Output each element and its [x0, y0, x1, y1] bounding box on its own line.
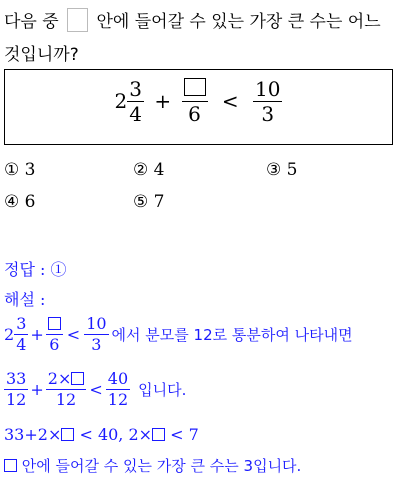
blank-box-icon — [152, 428, 165, 441]
sol2-rhs-denominator: 12 — [107, 390, 129, 409]
sol1-blank-numerator — [46, 316, 63, 332]
solution-line-2 — [4, 371, 186, 408]
sol3-part-c: < 7 — [170, 425, 199, 444]
problem-fraction-2 — [182, 78, 208, 124]
answer-line — [4, 257, 67, 280]
fraction-2-blank-numerator — [182, 78, 208, 99]
fraction-2-denominator: 6 — [188, 102, 201, 126]
sol4-text: 안에 들어갈 수 있는 가장 큰 수는 3입니다. — [21, 457, 302, 475]
sol2-lt: < — [89, 380, 103, 399]
problem-whole: 2 — [114, 89, 128, 113]
problem-box — [4, 69, 393, 145]
sol2-rhs-fraction — [106, 371, 130, 408]
blank-box-icon — [48, 317, 61, 330]
rhs-denominator: 3 — [261, 101, 275, 126]
sol2-fraction-2-numerator — [46, 371, 87, 387]
answer-value: ① — [50, 260, 67, 279]
question-line-1 — [4, 7, 381, 32]
rhs-numerator: 10 — [254, 76, 281, 101]
choice-5-value: 7 — [153, 192, 165, 212]
choice-1-value: 3 — [24, 160, 36, 180]
choice-3[interactable] — [266, 160, 297, 180]
sol2-plus: + — [30, 380, 44, 399]
sol1-fraction-1 — [14, 316, 28, 353]
blank-box-icon — [61, 428, 74, 441]
sol1-fraction-1-denominator: 4 — [16, 335, 27, 354]
sol1-rhs-fraction — [84, 316, 108, 353]
sol2-fraction-1-denominator: 12 — [6, 390, 27, 409]
less-than-sign: < — [221, 89, 239, 113]
choice-2-value: 4 — [153, 160, 165, 180]
problem-rhs-fraction — [253, 76, 282, 126]
fraction-1-numerator: 3 — [129, 76, 143, 101]
choice-3-value: 5 — [286, 160, 298, 180]
sol1-fraction-2-denominator: 6 — [49, 335, 60, 354]
choice-4[interactable] — [4, 192, 35, 212]
blank-box-icon — [4, 459, 17, 472]
sol2-rhs-numerator: 40 — [107, 369, 129, 388]
sol2-text: 입니다. — [138, 381, 187, 399]
sol1-lt: < — [66, 325, 81, 344]
question-text-before: 다음 중 — [4, 12, 59, 32]
sol1-rhs-denominator: 3 — [91, 335, 102, 354]
sol1-rhs-numerator: 10 — [86, 314, 107, 333]
blank-box-icon — [67, 8, 88, 32]
sol2-fraction-1-numerator: 33 — [6, 369, 27, 388]
question-text-after: 안에 들어갈 수 있는 가장 큰 수는 어느 — [96, 12, 381, 32]
sol2-fraction-1 — [4, 371, 28, 408]
choice-5[interactable] — [133, 192, 164, 212]
choice-3-mark: ③ — [266, 160, 282, 180]
solution-line-4 — [4, 455, 301, 476]
choice-1[interactable] — [4, 160, 35, 180]
blank-box-icon — [184, 78, 206, 96]
sol1-text: 에서 분모를 12로 통분하여 나타내면 — [111, 326, 353, 344]
plus-sign: + — [154, 89, 172, 113]
question-line-2: 것입니까? — [4, 45, 79, 65]
problem-fraction-1 — [127, 76, 144, 126]
sol1-fraction-1-numerator: 3 — [16, 314, 27, 333]
solution-line-3 — [4, 425, 199, 444]
sol3-part-a: 33+2× — [4, 425, 62, 444]
choice-2[interactable] — [133, 160, 164, 180]
blank-box-icon — [71, 372, 84, 385]
choice-1-mark: ① — [4, 160, 20, 180]
answer-label: 정답 : — [4, 260, 46, 279]
sol3-part-b: < 40, 2× — [79, 425, 153, 444]
sol2-fraction-2 — [46, 371, 87, 408]
sol1-whole: 2 — [4, 325, 15, 344]
choice-4-mark: ④ — [4, 192, 20, 212]
choice-2-mark: ② — [133, 160, 149, 180]
choice-4-value: 6 — [24, 192, 36, 212]
problem-expression — [5, 78, 392, 124]
sol2-numerator-prefix: 2× — [47, 369, 72, 388]
choice-5-mark: ⑤ — [133, 192, 149, 212]
sol1-fraction-2 — [46, 316, 63, 353]
sol2-fraction-2-denominator: 12 — [55, 390, 77, 409]
solution-line-1 — [4, 316, 353, 353]
solution-label: 해설 : — [4, 290, 46, 309]
sol1-plus: + — [30, 325, 44, 344]
fraction-1-denominator: 4 — [129, 101, 143, 126]
